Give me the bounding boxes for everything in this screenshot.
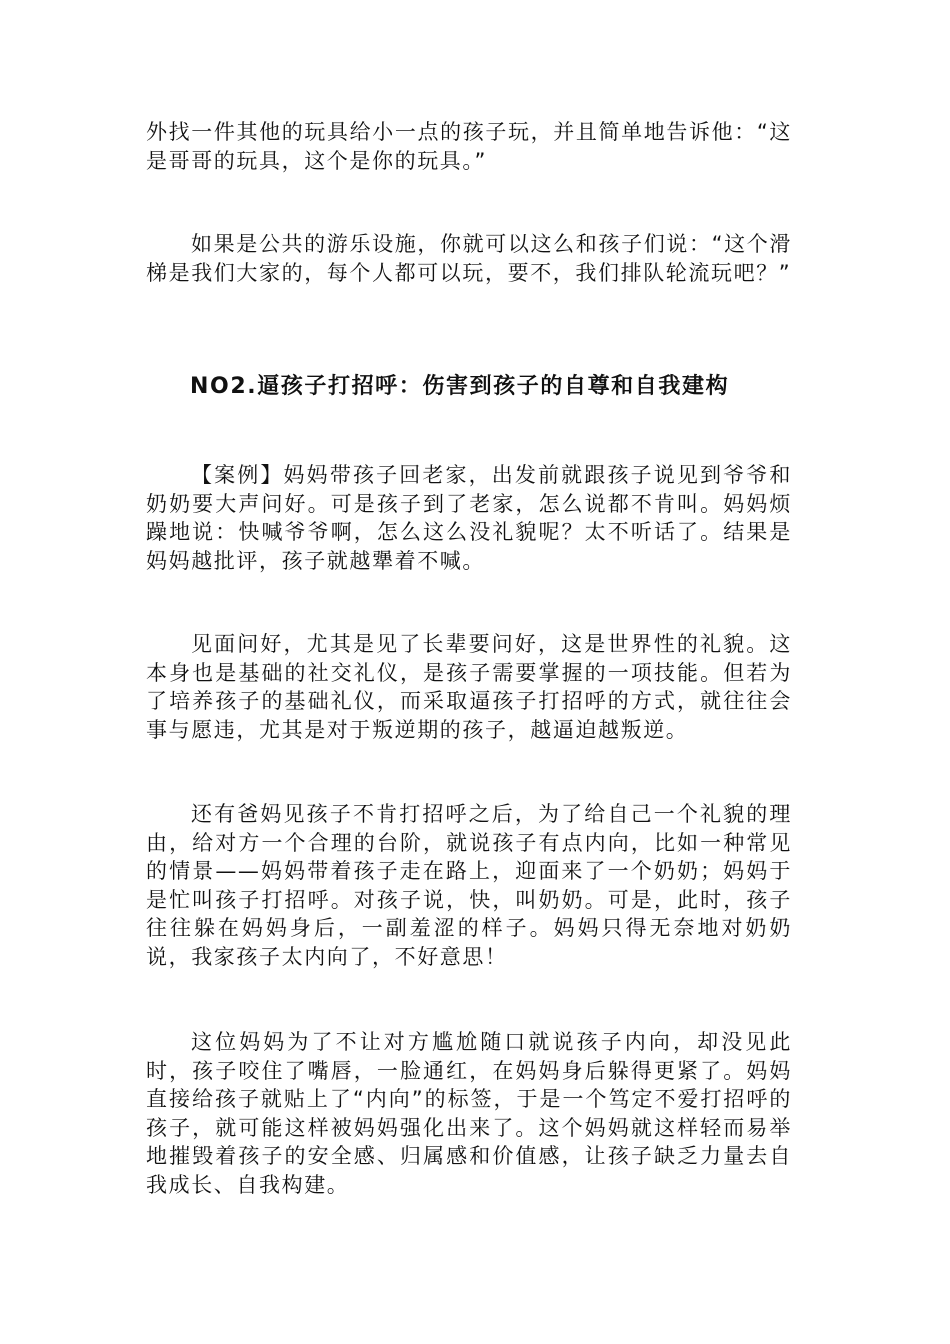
paragraph-greeting-etiquette: 见面问好，尤其是见了长辈要问好，这是世界性的礼貌。这本身也是基础的社交礼仪，是孩子需要掌握的一项技能。但若为了培养孩子的基础礼仪，而采取逼孩子打招呼的方式，就往往会事与愿违，尤其是对于叛逆期的孩子，越逼迫越叛逆。 [146,632,792,742]
paragraph-mother-reaction: 这位妈妈为了不让对方尴尬随口就说孩子内向，却没见此时，孩子咬住了嘴唇，一脸通红，在妈妈身后躲得更紧了。妈妈直接给孩子就贴上了“内向”的标签，于是一个笃定不爱打招呼的孩子，就可能这样被妈妈强化出来了。这个妈妈就这样轻而易举地摧毁着孩子的安全感、归属感和价值感，让孩子缺乏力量去自我成长、自我构建。 [146,1030,792,1197]
section-heading: NO2.逼孩子打招呼：伤害到孩子的自尊和自我建构 [190,374,730,399]
paragraph-public-facility: 如果是公共的游乐设施，你就可以这么和孩子们说：“这个滑梯是我们大家的，每个人都可以玩，要不，我们排队轮流玩吧？” [146,232,792,285]
paragraph-introvert-label: 还有爸妈见孩子不肯打招呼之后，为了给自己一个礼貌的理由，给对方一个合理的台阶，就说孩子有点内向，比如一种常见的情景——妈妈带着孩子走在路上，迎面来了一个奶奶；妈妈于是忙叫孩子打招呼。对孩子说，快，叫奶奶。可是，此时，孩子往往躲在妈妈身后，一副羞涩的样子。妈妈只得无奈地对奶奶说，我家孩子太内向了，不好意思！ [146,802,792,969]
paragraph-continuation: 外找一件其他的玩具给小一点的孩子玩，并且简单地告诉他：“这是哥哥的玩具，这个是你的玩具。” [146,120,792,173]
paragraph-case: 【案例】妈妈带孩子回老家，出发前就跟孩子说见到爷爷和奶奶要大声问好。可是孩子到了老家，怎么说都不肯叫。妈妈烦躁地说：快喊爷爷啊，怎么这么没礼貌呢？太不听话了。结果是妈妈越批评，孩子就越犟着不喊。 [146,463,792,573]
